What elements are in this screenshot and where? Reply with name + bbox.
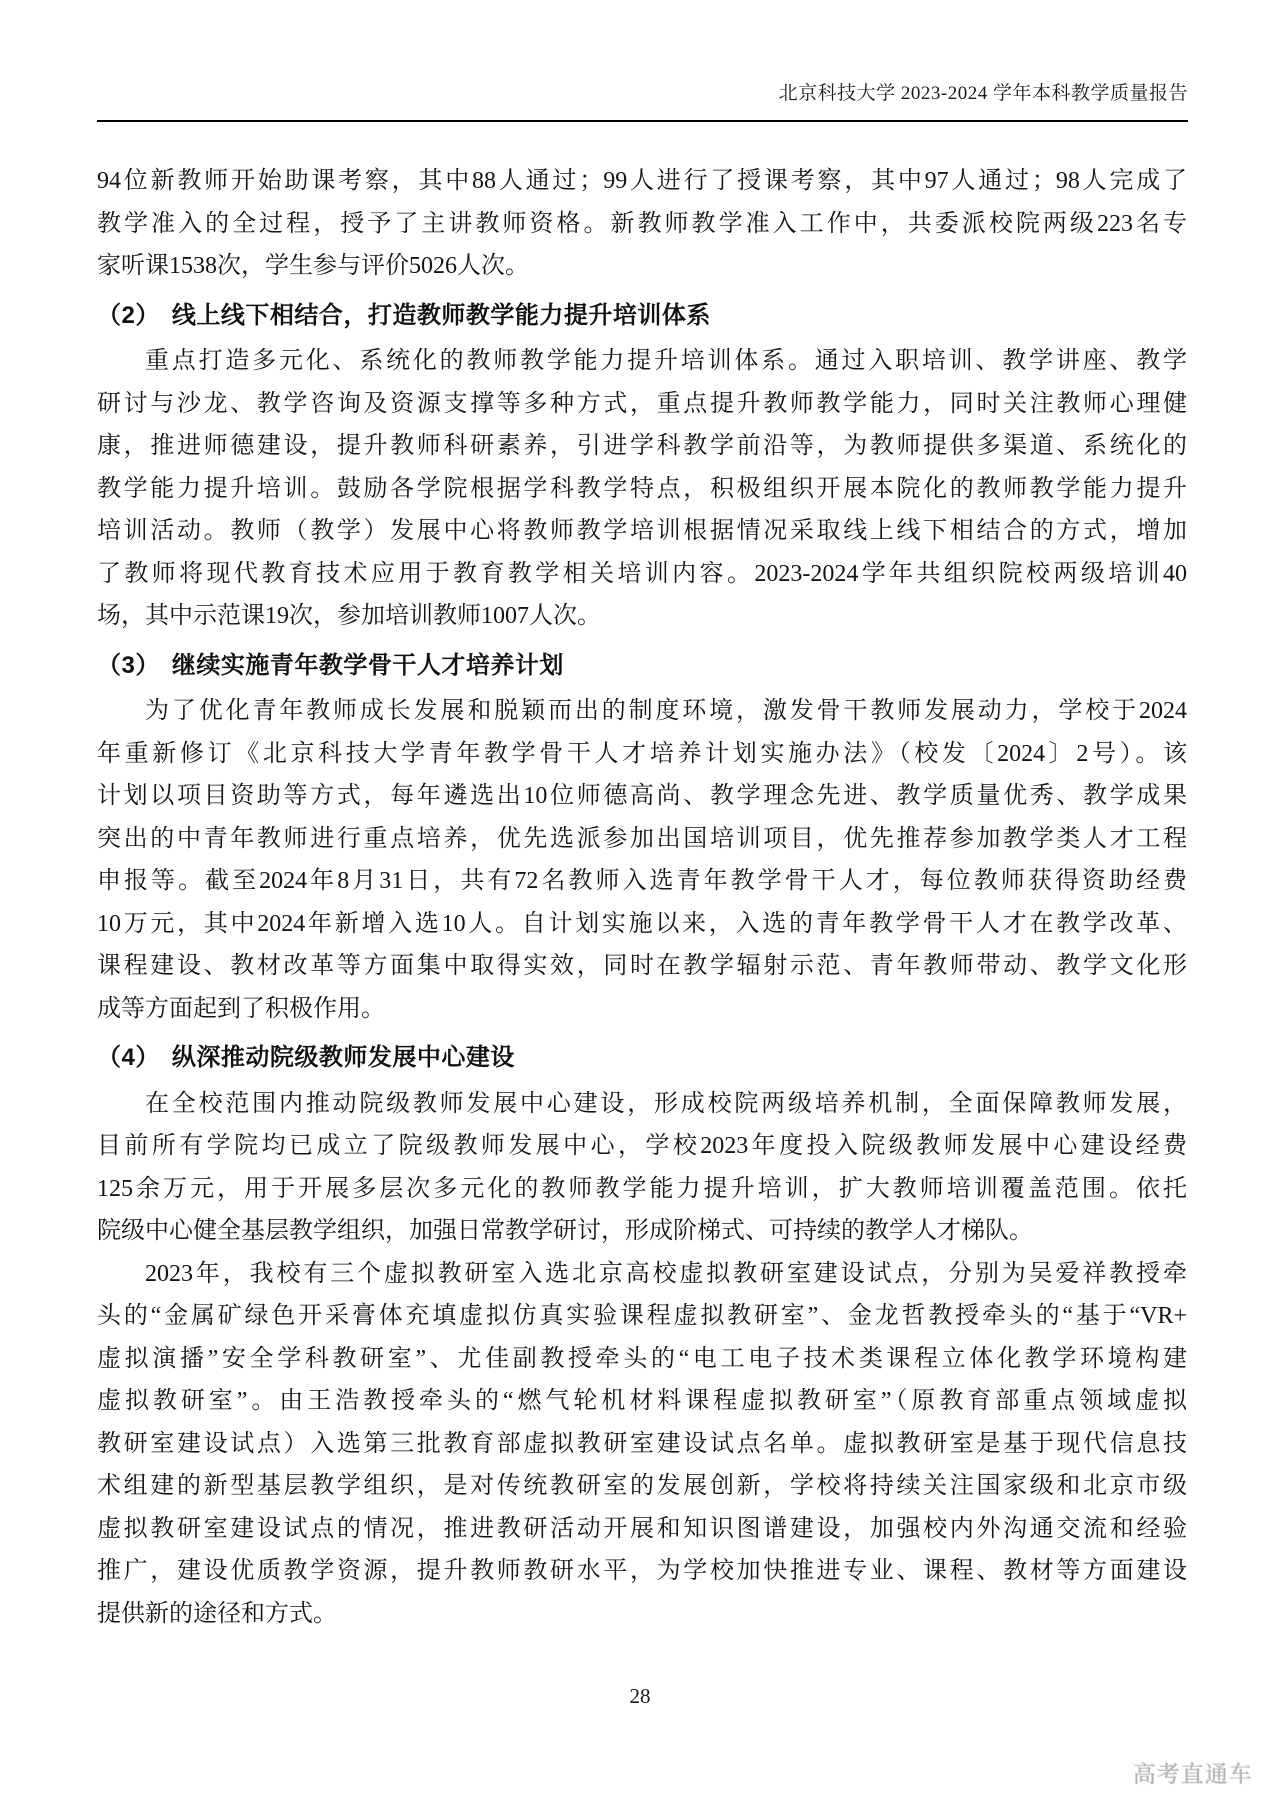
document-body bbox=[97, 160, 1187, 1635]
text-line: 康，推进师德建设，提升教师科研素养，引进学科教学前沿等，为教师提供多渠道、系统化的 bbox=[97, 433, 1187, 459]
header-rule bbox=[97, 120, 1188, 122]
text-line: 培训活动。教师（教学）发展中心将教师教学培训根据情况采取线上线下相结合的方式，增加 bbox=[97, 518, 1187, 544]
section-heading-title: 线上线下相结合，打造教师教学能力提升培训体系 bbox=[171, 301, 711, 329]
paragraph bbox=[97, 1253, 1187, 1636]
text-line: 场，其中示范课19次，参加培训教师1007人次。 bbox=[97, 603, 601, 629]
text-line: 院级中心健全基层教学组织，加强日常教学研讨，形成阶梯式、可持续的教学人才梯队。 bbox=[97, 1218, 1033, 1244]
paragraph bbox=[97, 690, 1187, 1030]
text-line: 125余万元，用于开展多层次多元化的教师教学能力提升培训，扩大教师培训覆盖范围。依托 bbox=[97, 1175, 1187, 1202]
page-number: 28 bbox=[629, 1684, 651, 1708]
text-line: 头的“金属矿绿色开采膏体充填虚拟仿真实验课程虚拟教研室”、金龙哲教授牵头的“基于“VR+ bbox=[97, 1303, 1187, 1329]
text-line: 年重新修订《北京科技大学青年教学骨干人才培养计划实施办法》（校发〔2024〕2号）。该 bbox=[97, 740, 1187, 767]
text-line: 术组建的新型基层教学组织，是对传统教研室的发展创新，学校将持续关注国家级和北京市级 bbox=[97, 1473, 1187, 1499]
text-line: 为了优化青年教师成长发展和脱颖而出的制度环境，激发骨干教师发展动力，学校于2024 bbox=[145, 698, 1187, 724]
text-line: 重点打造多元化、系统化的教师教学能力提升培训体系。通过入职培训、教学讲座、教学 bbox=[145, 348, 1187, 374]
text-line: 提供新的途径和方式。 bbox=[97, 1600, 337, 1627]
header-title: 北京科技大学 2023-2024 学年本科教学质量报告 bbox=[778, 83, 1188, 104]
text-line: 了教师将现代教育技术应用于教育教学相关培训内容。2023-2024学年共组织院校两级培训40 bbox=[97, 560, 1187, 587]
text-line: 2023年，我校有三个虚拟教研室入选北京高校虚拟教研室建设试点，分别为吴爱祥教授牵 bbox=[145, 1260, 1187, 1287]
text-line: 计划以项目资助等方式，每年遴选出10位师德高尚、教学理念先进、教学质量优秀、教学成果 bbox=[97, 783, 1187, 809]
text-line: 突出的中青年教师进行重点培养，优先选派参加出国培训项目，优先推荐参加教学类人才工程 bbox=[97, 825, 1187, 852]
section-heading bbox=[97, 295, 1187, 338]
paragraph bbox=[97, 1083, 1187, 1253]
text-line: 虚拟教研室”。由王浩教授牵头的“燃气轮机材料课程虚拟教研室”（原教育部重点领域虚拟 bbox=[97, 1388, 1187, 1414]
text-line: 推广，建设优质教学资源，提升教师教研水平，为学校加快推进专业、课程、教材等方面建设 bbox=[97, 1558, 1187, 1584]
section-heading bbox=[97, 645, 1187, 688]
page-header bbox=[97, 80, 1188, 122]
text-line: 10万元，其中2024年新增入选10人。自计划实施以来，入选的青年教学骨干人才在教学改革、 bbox=[97, 910, 1187, 937]
text-line: 申报等。截至2024年8月31日，共有72名教师入选青年教学骨干人才，每位教师获得资助经费 bbox=[97, 868, 1187, 894]
text-line: 教研室建设试点）入选第三批教育部虚拟教研室建设试点名单。虚拟教研室是基于现代信息技 bbox=[97, 1430, 1187, 1457]
section-heading-number: （4） bbox=[97, 1044, 160, 1071]
text-line: 虚拟演播”安全学科教研室”、尤佳副教授牵头的“电工电子技术类课程立体化教学环境构建 bbox=[97, 1345, 1187, 1372]
watermark-text: 高考直通车 bbox=[1133, 1761, 1253, 1787]
text-line: 课程建设、教材改革等方面集中取得实效，同时在教学辐射示范、青年教师带动、教学文化形 bbox=[97, 953, 1187, 979]
text-line: 94位新教师开始助课考察，其中88人通过；99人进行了授课考察，其中97人通过；98人完成了 bbox=[97, 168, 1187, 194]
text-line: 在全校范围内推动院级教师发展中心建设，形成校院两级培养机制，全面保障教师发展， bbox=[145, 1090, 1187, 1117]
section-heading-number: （3） bbox=[97, 651, 160, 679]
section-heading-title: 纵深推动院级教师发展中心建设 bbox=[171, 1044, 515, 1071]
text-line: 虚拟教研室建设试点的情况，推进教研活动开展和知识图谱建设，加强校内外沟通交流和经验 bbox=[97, 1515, 1187, 1542]
paragraph bbox=[97, 160, 1187, 288]
text-line: 成等方面起到了积极作用。 bbox=[97, 995, 385, 1022]
text-line: 教学能力提升培训。鼓励各学院根据学科教学特点，积极组织开展本院化的教师教学能力提升 bbox=[97, 475, 1187, 502]
section-heading-number: （2） bbox=[97, 301, 160, 329]
text-line: 教学准入的全过程，授予了主讲教师资格。新教师教学准入工作中，共委派校院两级223名专 bbox=[97, 210, 1187, 237]
text-line: 研讨与沙龙、教学咨询及资源支撑等多种方式，重点提升教师教学能力，同时关注教师心理健 bbox=[97, 390, 1187, 417]
section-heading bbox=[97, 1037, 1187, 1080]
text-line: 目前所有学院均已成立了院级教师发展中心，学校2023年度投入院级教师发展中心建设经费 bbox=[97, 1133, 1187, 1159]
text-line: 家听课1538次，学生参与评价5026人次。 bbox=[97, 253, 529, 279]
paragraph bbox=[97, 340, 1187, 638]
section-heading-title: 继续实施青年教学骨干人才培养计划 bbox=[171, 651, 564, 679]
